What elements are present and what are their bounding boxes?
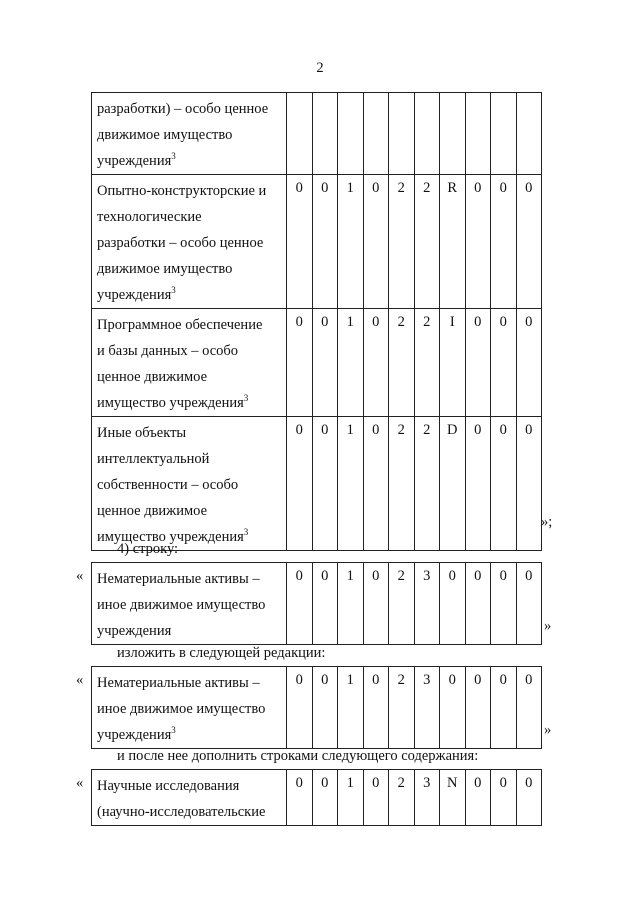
code-table-4 xyxy=(91,769,542,826)
code-cell: 0 xyxy=(516,563,542,645)
code-cell: N xyxy=(440,770,466,826)
description-line: движимое имущество xyxy=(97,261,233,277)
open-quote-4: « xyxy=(76,775,84,791)
code-cell: 2 xyxy=(389,175,415,309)
code-cell: 0 xyxy=(491,667,517,749)
code-cell xyxy=(389,93,415,175)
row-description xyxy=(92,417,287,551)
code-cell: 0 xyxy=(287,417,313,551)
table-row xyxy=(92,667,542,749)
code-cell: 0 xyxy=(287,667,313,749)
footnote-marker: 3 xyxy=(171,151,176,161)
description-line: (научно-исследовательские xyxy=(97,804,266,820)
code-cell: 0 xyxy=(491,417,517,551)
row-description xyxy=(92,667,287,749)
code-cell: 0 xyxy=(312,770,338,826)
description-line: Нематериальные активы – xyxy=(97,675,260,691)
code-cell: 0 xyxy=(312,309,338,417)
description-line: Программное обеспечение xyxy=(97,317,263,333)
table-row xyxy=(92,175,542,309)
row-description xyxy=(92,93,287,175)
code-cell xyxy=(491,93,517,175)
code-cell: 0 xyxy=(312,667,338,749)
code-cell: R xyxy=(440,175,466,309)
footnote-marker: 3 xyxy=(243,527,249,537)
code-cell: 1 xyxy=(338,309,364,417)
footnote-marker: 3 xyxy=(171,725,176,735)
closing-quote-3: » xyxy=(544,722,552,738)
code-cell xyxy=(363,93,389,175)
table-row xyxy=(92,417,542,551)
code-cell: 0 xyxy=(287,175,313,309)
code-cell: 0 xyxy=(363,175,389,309)
description-line: и базы данных – особо xyxy=(97,343,239,359)
code-cell: 0 xyxy=(465,175,491,309)
code-cell: 0 xyxy=(491,175,517,309)
description-line: разработки – особо ценное xyxy=(97,235,264,251)
description-line: собственности – особо xyxy=(97,477,239,493)
description-line: учреждения xyxy=(97,727,172,743)
code-cell: 0 xyxy=(465,563,491,645)
open-quote-2: « xyxy=(76,568,84,584)
code-cell: 2 xyxy=(389,417,415,551)
description-line: учреждения xyxy=(97,287,172,303)
code-cell: 0 xyxy=(363,417,389,551)
closing-quote-1: »; xyxy=(541,514,553,530)
description-line: Иные объекты xyxy=(97,425,187,441)
code-cell: 0 xyxy=(491,770,517,826)
closing-quote-2: » xyxy=(544,618,552,634)
description-line: разработки) – особо ценное xyxy=(97,101,269,117)
description-line: иное движимое имущество xyxy=(97,597,266,613)
code-cell: 0 xyxy=(465,667,491,749)
code-cell: 0 xyxy=(465,770,491,826)
code-cell: 2 xyxy=(414,309,440,417)
code-cell: 2 xyxy=(414,417,440,551)
code-cell: 0 xyxy=(363,563,389,645)
code-cell xyxy=(312,93,338,175)
page-number: 2 xyxy=(316,60,324,76)
description-line: Научные исследования xyxy=(97,778,240,794)
code-table-1 xyxy=(91,92,542,551)
code-cell: 2 xyxy=(389,309,415,417)
description-line: Нематериальные активы – xyxy=(97,571,260,587)
code-cell: 0 xyxy=(516,667,542,749)
description-line: движимое имущество xyxy=(97,127,233,143)
code-cell xyxy=(414,93,440,175)
code-cell: 0 xyxy=(363,770,389,826)
code-cell: 3 xyxy=(414,667,440,749)
table-row xyxy=(92,93,542,175)
code-cell: 1 xyxy=(338,770,364,826)
code-cell: 0 xyxy=(440,667,466,749)
code-cell: D xyxy=(440,417,466,551)
description-line: иное движимое имущество xyxy=(97,701,266,717)
open-quote-3: « xyxy=(76,672,84,688)
code-cell xyxy=(287,93,313,175)
code-cell: 0 xyxy=(516,175,542,309)
code-cell: I xyxy=(440,309,466,417)
footnote-marker: 3 xyxy=(243,393,249,403)
code-cell xyxy=(465,93,491,175)
table-row xyxy=(92,770,542,826)
description-line: учреждения xyxy=(97,623,172,639)
code-cell: 3 xyxy=(414,770,440,826)
description-line: технологические xyxy=(97,209,202,225)
code-cell: 1 xyxy=(338,667,364,749)
code-cell: 0 xyxy=(363,309,389,417)
code-cell: 0 xyxy=(440,563,466,645)
code-cell: 0 xyxy=(287,309,313,417)
description-line: интеллектуальной xyxy=(97,451,210,467)
code-cell: 0 xyxy=(516,417,542,551)
description-line: ценное движимое xyxy=(97,503,208,519)
paragraph-4: 4) строку: xyxy=(117,541,179,557)
table-row xyxy=(92,563,542,645)
code-cell: 0 xyxy=(516,770,542,826)
code-cell: 0 xyxy=(465,309,491,417)
row-description xyxy=(92,563,287,645)
code-cell: 0 xyxy=(363,667,389,749)
description-line: имущество учреждения xyxy=(97,395,244,411)
code-cell xyxy=(440,93,466,175)
code-cell: 1 xyxy=(338,417,364,551)
paragraph-add: и после нее дополнить строками следующего содержания: xyxy=(117,748,479,764)
code-cell: 1 xyxy=(338,175,364,309)
description-line: ценное движимое xyxy=(97,369,208,385)
code-cell: 2 xyxy=(389,667,415,749)
code-table-3 xyxy=(91,666,542,749)
row-description xyxy=(92,175,287,309)
code-cell: 0 xyxy=(287,563,313,645)
code-cell: 2 xyxy=(389,770,415,826)
description-line: Опытно-конструкторские и xyxy=(97,183,267,199)
code-cell xyxy=(338,93,364,175)
code-cell: 0 xyxy=(287,770,313,826)
description-line: имущество учреждения xyxy=(97,529,244,545)
code-cell: 0 xyxy=(312,417,338,551)
code-cell: 2 xyxy=(389,563,415,645)
row-description xyxy=(92,770,287,826)
code-cell: 0 xyxy=(312,563,338,645)
code-cell: 1 xyxy=(338,563,364,645)
code-cell: 2 xyxy=(414,175,440,309)
footnote-marker: 3 xyxy=(171,285,176,295)
row-description xyxy=(92,309,287,417)
paragraph-edit: изложить в следующей редакции: xyxy=(117,645,326,661)
code-cell: 0 xyxy=(516,309,542,417)
code-cell: 0 xyxy=(491,309,517,417)
code-cell xyxy=(516,93,542,175)
code-cell: 0 xyxy=(491,563,517,645)
code-cell: 0 xyxy=(465,417,491,551)
code-cell: 0 xyxy=(312,175,338,309)
code-cell: 3 xyxy=(414,563,440,645)
code-table-2 xyxy=(91,562,542,645)
table-row xyxy=(92,309,542,417)
description-line: учреждения xyxy=(97,153,172,169)
